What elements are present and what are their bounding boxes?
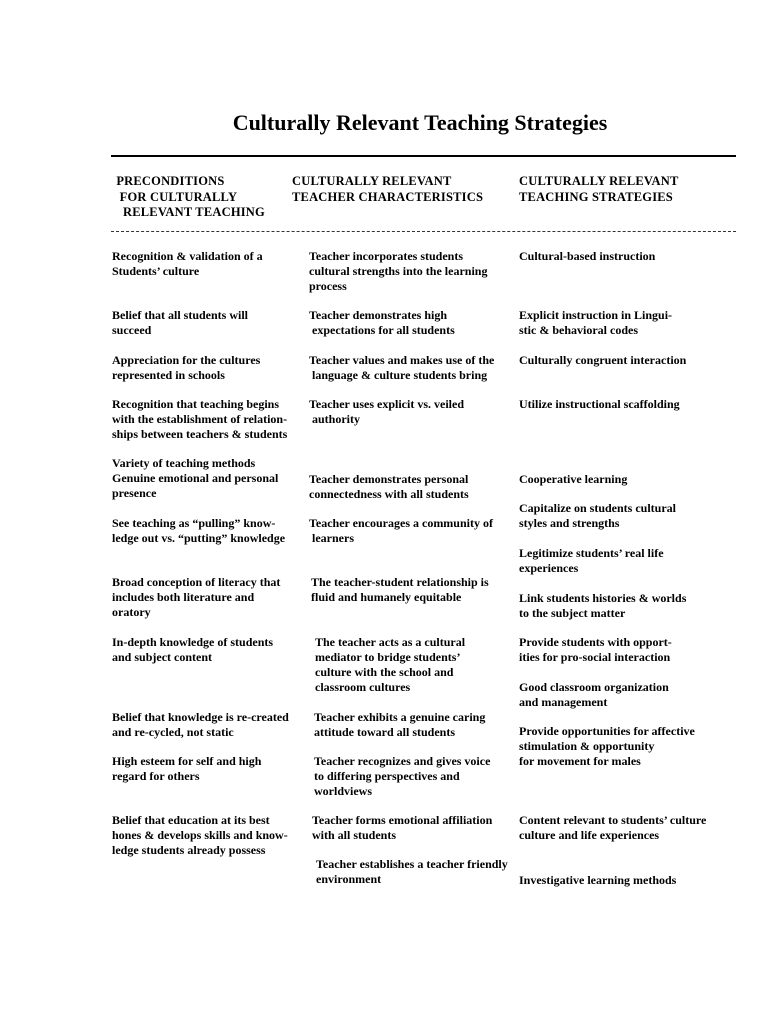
characteristic-item: Teacher encourages a community of learners bbox=[309, 516, 493, 545]
strategy-item: Content relevant to students’ culture culture and life experiences bbox=[519, 813, 707, 842]
title-divider bbox=[111, 155, 736, 157]
characteristic-item: The teacher-student relationship is fluid and humanely equitable bbox=[311, 575, 489, 604]
characteristic-item: Teacher demonstrates high expectations for all students bbox=[309, 308, 455, 337]
page-title: Culturally Relevant Teaching Strategies bbox=[232, 110, 608, 135]
strategy-item: Capitalize on students cultural styles and strengths bbox=[519, 501, 677, 530]
characteristic-item: Teacher demonstrates personal connectedness with all students bbox=[309, 472, 469, 501]
precondition-item: Belief that all students will succeed bbox=[112, 308, 249, 337]
header-strategies: CULTURALLY RELEVANT TEACHING STRATEGIES bbox=[519, 174, 679, 204]
strategy-item: Provide students with opport- ities for pro-social interaction bbox=[519, 635, 672, 664]
characteristic-item: Teacher uses explicit vs. veiled authority bbox=[309, 397, 464, 426]
strategy-item: Good classroom organization and management bbox=[519, 680, 669, 709]
strategy-item: Cooperative learning bbox=[519, 472, 628, 486]
characteristic-item: Teacher values and makes use of the language & culture students bring bbox=[309, 353, 495, 382]
precondition-item: Belief that education at its best hones & develops skills and know- ledge students already possess bbox=[112, 813, 288, 857]
strategy-item: Utilize instructional scaffolding bbox=[519, 397, 680, 411]
precondition-item: Recognition that teaching begins with the establishment of relation- ships between teachers & students bbox=[112, 397, 288, 441]
strategy-item: Explicit instruction in Lingui- stic & behavioral codes bbox=[519, 308, 673, 337]
precondition-item: Variety of teaching methods Genuine emotional and personal presence bbox=[112, 456, 279, 500]
precondition-item: Broad conception of literacy that includes both literature and oratory bbox=[112, 575, 281, 619]
precondition-item: Recognition & validation of a Students’ culture bbox=[112, 249, 263, 278]
strategy-item: Culturally congruent interaction bbox=[519, 353, 687, 367]
header-divider bbox=[111, 231, 736, 232]
characteristic-item: Teacher recognizes and gives voice to differing perspectives and worldviews bbox=[314, 754, 491, 798]
precondition-item: Appreciation for the cultures represented in schools bbox=[112, 353, 261, 382]
strategy-item: Link students histories & worlds to the subject matter bbox=[519, 591, 687, 620]
strategy-item: Provide opportunities for affective stimulation & opportunity for movement for males bbox=[519, 724, 695, 768]
strategy-item: Investigative learning methods bbox=[519, 873, 677, 887]
strategy-item: Legitimize students’ real life experiences bbox=[519, 546, 664, 575]
strategy-item: Cultural-based instruction bbox=[519, 249, 656, 263]
characteristic-item: Teacher incorporates students cultural strengths into the learning process bbox=[309, 249, 488, 293]
precondition-item: In-depth knowledge of students and subject content bbox=[112, 635, 274, 664]
header-preconditions: PRECONDITIONS FOR CULTURALLY RELEVANT TEACHING bbox=[116, 174, 265, 219]
characteristic-item: Teacher forms emotional affiliation with all students bbox=[312, 813, 493, 842]
precondition-item: High esteem for self and high regard for others bbox=[112, 754, 262, 783]
characteristic-item: Teacher establishes a teacher friendly environment bbox=[316, 857, 508, 886]
characteristic-item: Teacher exhibits a genuine caring attitude toward all students bbox=[314, 710, 486, 739]
precondition-item: See teaching as “pulling” know- ledge out vs. “putting” knowledge bbox=[112, 516, 286, 545]
header-characteristics: CULTURALLY RELEVANT TEACHER CHARACTERISTICS bbox=[292, 174, 484, 204]
precondition-item: Belief that knowledge is re-created and re-cycled, not static bbox=[112, 710, 289, 739]
characteristic-item: The teacher acts as a cultural mediator to bridge students’ culture with the school and classroom cultures bbox=[315, 635, 466, 694]
